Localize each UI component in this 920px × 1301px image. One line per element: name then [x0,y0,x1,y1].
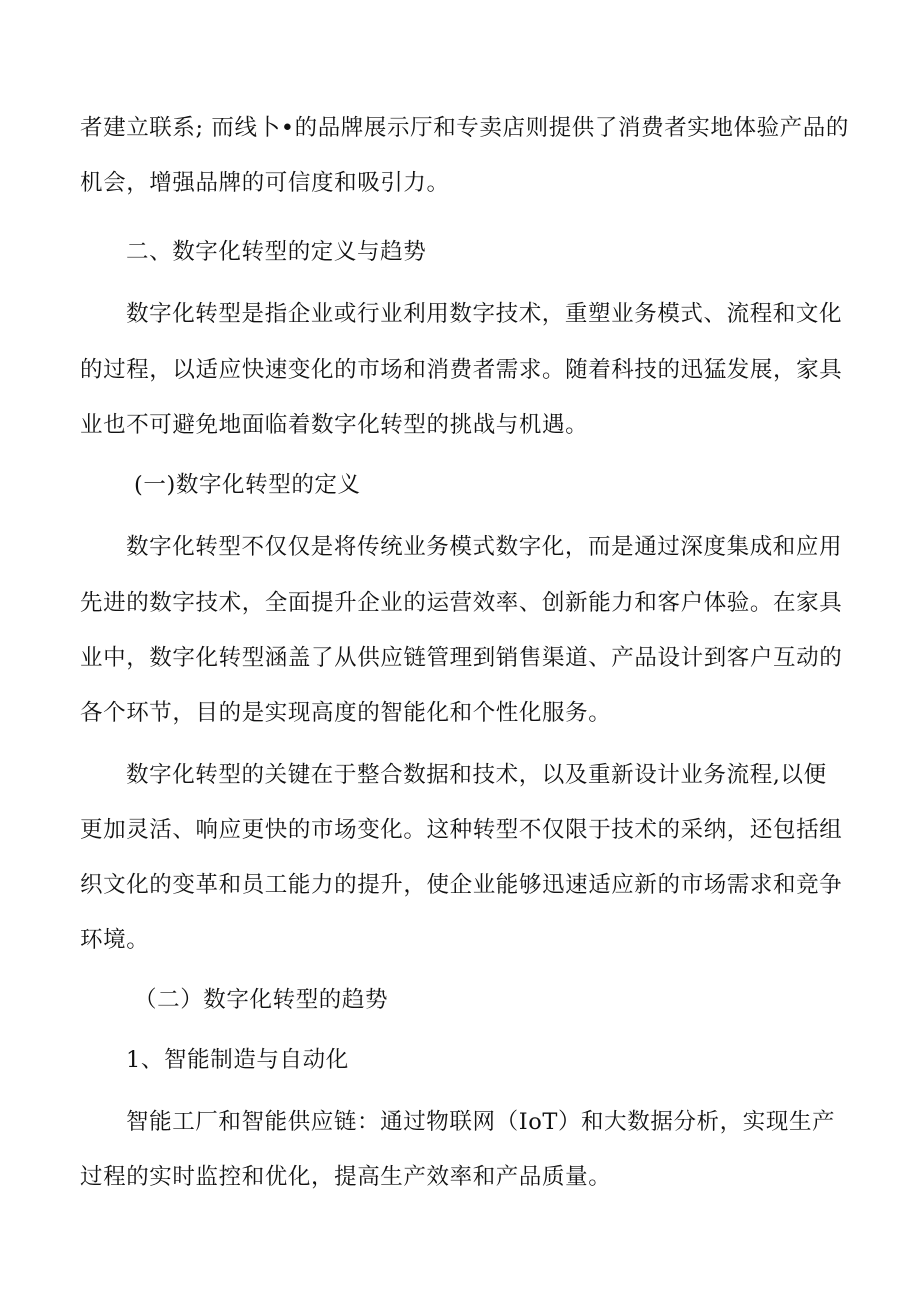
paragraph-line: 更加灵活、响应更快的市场变化。这种转型不仅限于技术的采纳，还包括组 [80,817,843,843]
section-heading: 二、数字化转型的定义与趋势 [126,239,427,265]
paragraph-line: 各个环节，目的是实现高度的智能化和个性化服务。 [80,700,612,726]
paragraph-line: 先进的数字技术，全面提升企业的运营效率、创新能力和客户体验。在家具 [80,590,843,616]
paragraph-line: 过程的实时监控和优化，提高生产效率和产品质量。 [80,1164,612,1190]
paragraph-line: 智能工厂和智能供应链：通过物联网（IoT）和大数据分析，实现生产 [126,1109,836,1135]
paragraph-line: 织文化的变革和员工能力的提升，使企业能够迅速适应新的市场需求和竞争 [80,872,843,898]
paragraph-line: 机会，增强品牌的可信度和吸引力。 [80,170,450,196]
subsection-heading: （二）数字化转型的趋势 [134,987,389,1013]
paragraph-line: 业中，数字化转型涵盖了从供应链管理到销售渠道、产品设计到客户互动的 [80,645,843,671]
paragraph-line: 的过程，以适应快速变化的市场和消费者需求。随着科技的迅猛发展，家具 [80,357,843,383]
paragraph-line: 业也不可避免地面临着数字化转型的挑战与机遇。 [80,412,589,438]
paragraph-line: 数字化转型不仅仅是将传统业务模式数字化，而是通过深度集成和应用 [126,534,843,560]
paragraph-line: 环境。 [80,927,150,953]
subsection-heading: (一)数字化转型的定义 [134,472,361,498]
paragraph-line: 数字化转型的关键在于整合数据和技术，以及重新设计业务流程,以便 [126,762,827,788]
paragraph-line: 者建立联系; 而线卜•的品牌展示厅和专卖店则提供了消费者实地体验产品的 [80,115,850,141]
paragraph-line: 数字化转型是指企业或行业利用数字技术，重塑业务模式、流程和文化 [126,301,843,327]
list-heading: 1、智能制造与自动化 [126,1047,349,1073]
